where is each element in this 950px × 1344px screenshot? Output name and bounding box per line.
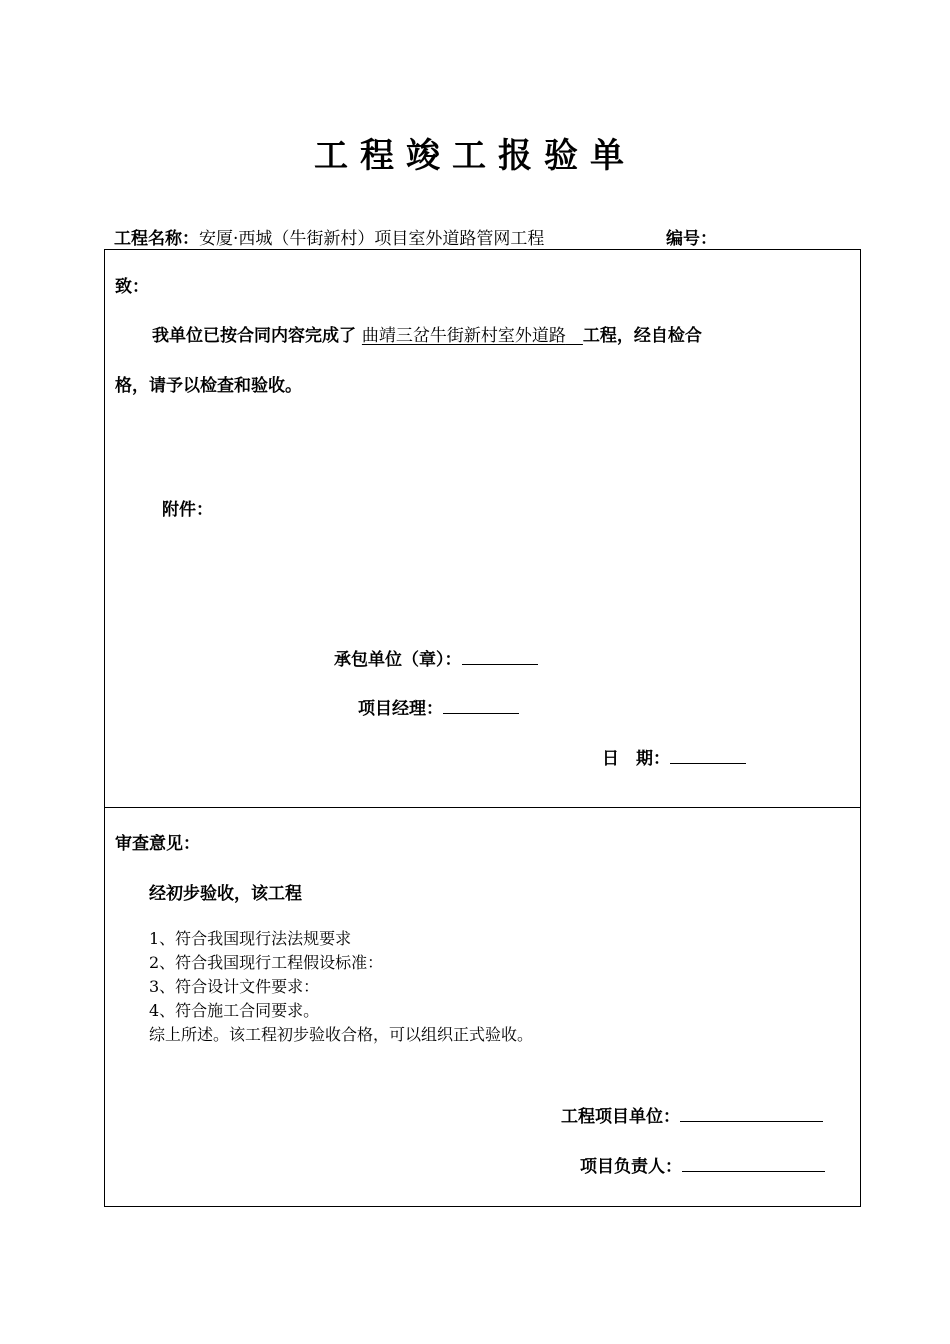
manager-blank[interactable] <box>443 697 519 714</box>
contractor-line <box>334 645 538 670</box>
project-unit-label: 工程项目单位： <box>561 1107 680 1127</box>
project-leader-label: 项目负责人： <box>580 1157 682 1177</box>
work-name: 曲靖三岔牛街新村室外道路 <box>361 326 566 346</box>
date-label: 日 期： <box>602 749 670 769</box>
manager-line <box>358 694 519 719</box>
list-item: 2、符合我国现行工程假设标准： <box>149 953 384 972</box>
statement-prefix: 我单位已按合同内容完成了 <box>152 326 356 346</box>
review-intro: 经初步验收，该工程 <box>149 884 302 904</box>
attachment-label: 附件： <box>162 500 213 520</box>
statement-line-2: 格，请予以检查和验收。 <box>115 376 302 396</box>
manager-label: 项目经理： <box>358 699 443 719</box>
date-blank[interactable] <box>670 747 746 764</box>
report-section <box>104 249 861 808</box>
list-item: 3、符合设计文件要求： <box>149 977 320 996</box>
date-line <box>602 744 746 769</box>
review-list <box>149 927 533 1047</box>
review-section <box>104 807 861 1207</box>
review-conclusion: 综上所述。该工程初步验收合格，可以组织正式验收。 <box>149 1025 534 1044</box>
list-item: 4、符合施工合同要求。 <box>149 1001 320 1020</box>
project-leader-line <box>580 1152 825 1177</box>
review-opinion-label: 审查意见： <box>115 834 200 854</box>
page-title: 工程竣工报验单 <box>314 136 636 176</box>
contractor-blank[interactable] <box>462 648 538 665</box>
project-name-label: 工程名称： <box>114 229 199 249</box>
project-unit-blank[interactable] <box>680 1105 823 1122</box>
statement-suffix: 工程，经自检合 <box>582 326 702 346</box>
addressee-label: 致： <box>115 277 149 297</box>
contractor-label: 承包单位（章）： <box>334 650 462 670</box>
number-label: 编号： <box>666 229 717 249</box>
project-name-line <box>114 224 544 249</box>
completion-statement <box>152 321 702 346</box>
project-name-value: 安厦·西城（牛街新村）项目室外道路管网工程 <box>199 229 545 249</box>
list-item: 1、符合我国现行法法规要求 <box>149 929 352 948</box>
project-unit-line <box>561 1102 823 1127</box>
project-leader-blank[interactable] <box>682 1155 825 1172</box>
